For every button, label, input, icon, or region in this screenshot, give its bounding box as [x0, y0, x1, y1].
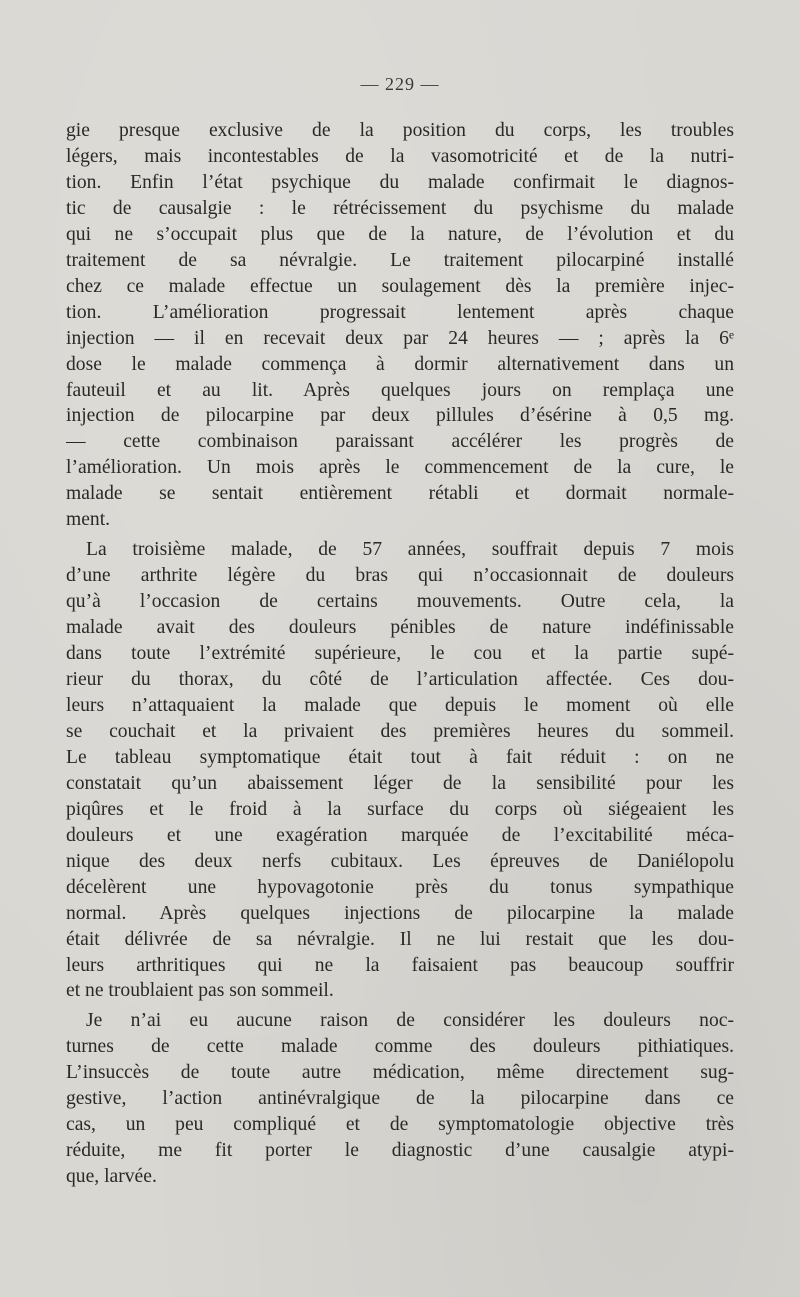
text-line: leurs n’attaquaient la malade que depuis le moment où elle [66, 694, 734, 716]
text-line: se couchait et la privaient des premières heures du sommeil. [66, 720, 734, 742]
text-line: gie presque exclusive de la position du corps, les troubles [66, 120, 734, 141]
text-line: Je n’ai eu aucune raison de considérer les douleurs noc- [86, 1010, 734, 1032]
text-line: nique des deux nerfs cubitaux. Les épreuves de Daniélopolu [66, 850, 734, 872]
text-line: tion. L’amélioration progressait lentement après chaque [66, 301, 734, 323]
text-line: Le tableau symptomatique était tout à fait réduit : on ne [66, 746, 734, 768]
text-line: leurs arthritiques qui ne la faisaient pas beaucoup souffrir [66, 954, 734, 976]
text-line: injection de pilocarpine par deux pillules d’ésérine à 0,5 mg. [66, 405, 734, 427]
text-line: cas, un peu compliqué et de symptomatologie objective très [66, 1114, 734, 1136]
text-line: rieur du thorax, du côté de l’articulation affectée. Ces dou- [66, 669, 734, 691]
text-line: chez ce malade effectue un soulagement dès la première injec- [66, 275, 734, 297]
text-line: — cette combinaison paraissant accélérer les progrès de [66, 431, 734, 453]
text-line: dose le malade commença à dormir alternativement dans un [66, 353, 734, 375]
text-line: turnes de cette malade comme des douleurs pithiatiques. [66, 1036, 734, 1058]
paragraph-3 [66, 1008, 734, 1190]
body-text [66, 118, 734, 1190]
text-line: traitement de sa névralgie. Le traitement pilocarpiné installé [66, 249, 734, 271]
text-line: tic de causalgie : le rétrécissement du psychisme du malade [66, 197, 734, 219]
text-line: tion. Enfin l’état psychique du malade confirmait le diagnos- [66, 171, 734, 193]
page-number: — 229 — [360, 74, 440, 94]
paragraph-1 [66, 118, 734, 533]
text-line: était délivrée de sa névralgie. Il ne lui restait que les dou- [66, 928, 734, 950]
text-line: qui ne s’occupait plus que de la nature, de l’évolution et du [66, 223, 734, 245]
text-line: qu’à l’occasion de certains mouvements. Outre cela, la [66, 591, 734, 613]
text-line: légers, mais incontestables de la vasomotricité et de la nutri- [66, 145, 734, 167]
text-line: ment. [66, 509, 111, 531]
text-line: piqûres et le froid à la surface du corps où siégeaient les [66, 798, 734, 820]
text-line: d’une arthrite légère du bras qui n’occasionnait de douleurs [66, 565, 734, 587]
text-line: La troisième malade, de 57 années, souffrait depuis 7 mois [86, 539, 734, 561]
text-line: réduite, me fit porter le diagnostic d’une causalgie atypi- [66, 1140, 734, 1162]
text-line: constatait qu’un abaissement léger de la sensibilité pour les [66, 772, 734, 794]
paragraph-2 [66, 537, 734, 1004]
text-line: douleurs et une exagération marquée de l’excitabilité méca- [66, 824, 734, 846]
text-line: normal. Après quelques injections de pilocarpine la malade [66, 902, 734, 924]
text-line: dans toute l’extrémité supérieure, le cou et la partie supé- [66, 643, 734, 665]
text-line: injection — il en recevait deux par 24 heures — ; après la 6ᵉ [66, 327, 734, 349]
text-line: l’amélioration. Un mois après le commencement de la cure, le [66, 457, 734, 479]
text-line: fauteuil et au lit. Après quelques jours on remplaça une [66, 379, 734, 401]
text-line: malade avait des douleurs pénibles de nature indéfinissable [66, 617, 734, 639]
text-line: L’insuccès de toute autre médication, même directement sug- [66, 1062, 734, 1084]
text-line: gestive, l’action antinévralgique de la pilocarpine dans ce [66, 1088, 734, 1110]
text-line: décelèrent une hypovagotonie près du tonus sympathique [66, 876, 734, 898]
text-line: que, larvée. [66, 1166, 157, 1188]
text-line: et ne troublaient pas son sommeil. [66, 980, 334, 1002]
text-line: malade se sentait entièrement rétabli et dormait normale- [66, 483, 734, 505]
